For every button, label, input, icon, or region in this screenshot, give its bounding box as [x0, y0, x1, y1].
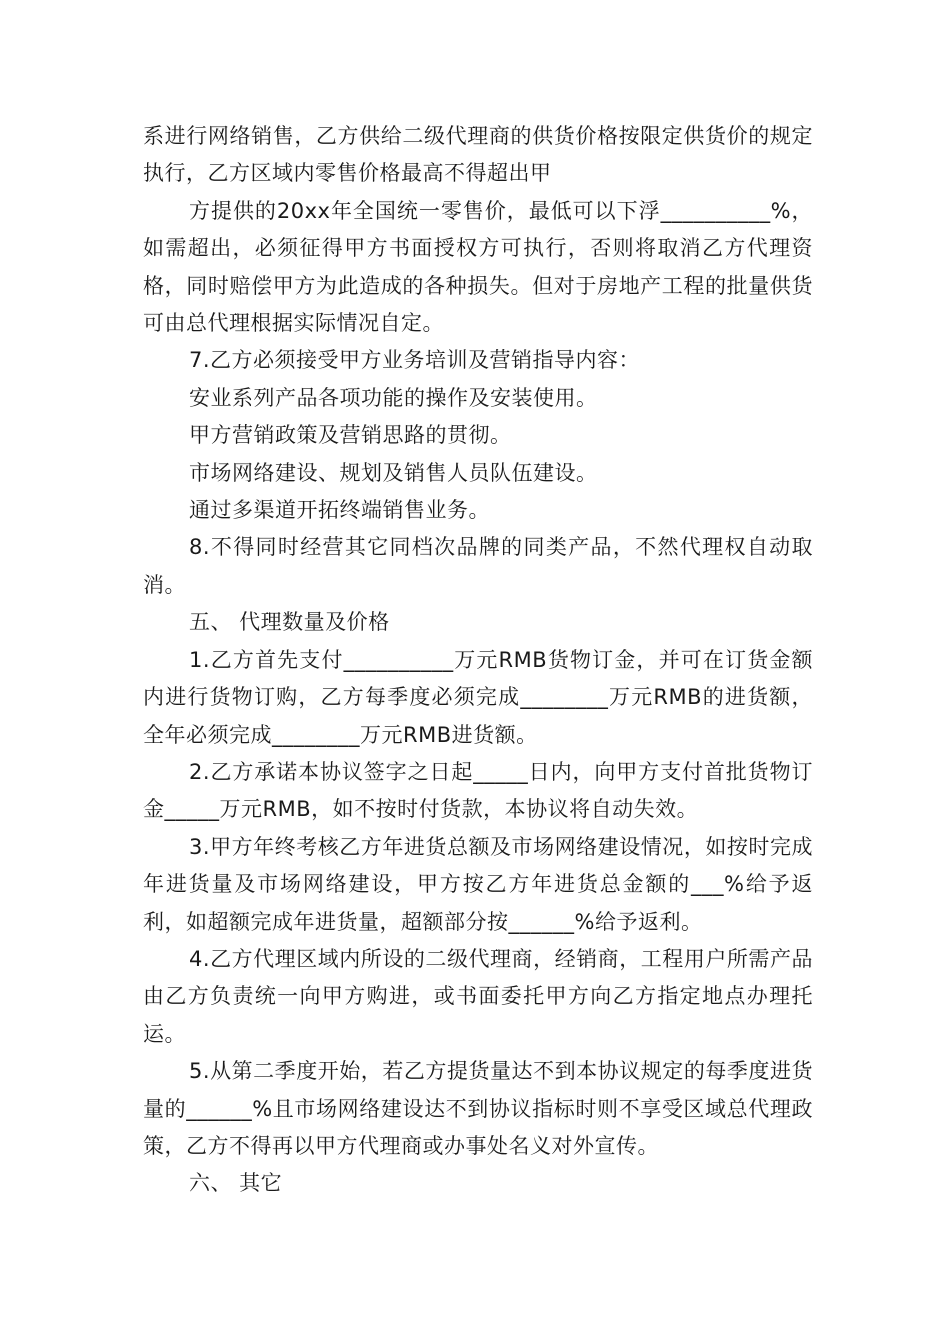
training-item-marketing-policy: 甲方营销政策及营销思路的贯彻。 [189, 423, 512, 448]
clause-7-training: 7.乙方必须接受甲方业务培训及营销指导内容： [189, 348, 641, 373]
clause-5-1-deposit: 1.乙方首先支付__________万元RMB货物订金，并可在订货金额内进行货物订购，乙方每季度必须完成________万元RMB的进货额，全年必须完成________万元RMB进货额。 [143, 647, 813, 747]
clause-8-exclusivity: 8.不得同时经营其它同档次品牌的同类产品，不然代理权自动取消。 [143, 535, 813, 597]
section-heading-5: 五、 代理数量及价格 [189, 610, 390, 635]
training-item-network-building: 市场网络建设、规划及销售人员队伍建设。 [189, 460, 598, 485]
paragraph-continuation: 系进行网络销售，乙方供给二级代理商的供货价格按限定供货价的规定执行，乙方区域内零售价格最高不得超出甲 [143, 124, 813, 186]
document-body [143, 118, 813, 1203]
clause-5-5-quarterly: 5.从第二季度开始，若乙方提货量达不到本协议规定的每季度进货量的______%且市场网络建设达不到协议指标时则不享受区域总代理政策，乙方不得再以甲方代理商或办事处名义对外宣传。 [143, 1059, 813, 1158]
training-item-multichannel-sales: 通过多渠道开拓终端销售业务。 [189, 498, 490, 523]
training-item-product-operation: 安业系列产品各项功能的操作及安装使用。 [189, 385, 598, 410]
paragraph-retail-price: 方提供的20xx年全国统一零售价，最低可以下浮__________%，如需超出，必须征得甲方书面授权方可执行，否则将取消乙方代理资格，同时赔偿甲方为此造成的各种损失。但对于房地产工程的批量供货可由总代理根据实际情况自定。 [143, 198, 813, 336]
clause-5-4-purchasing: 4.乙方代理区域内所设的二级代理商，经销商，工程用户所需产品由乙方负责统一向甲方购进，或书面委托甲方向乙方指定地点办理托运。 [143, 946, 813, 1046]
clause-5-2-payment: 2.乙方承诺本协议签字之日起_____日内，向甲方支付首批货物订金_____万元RMB，如不按时付货款，本协议将自动失效。 [143, 759, 813, 822]
section-heading-6: 六、 其它 [189, 1171, 283, 1196]
clause-5-3-rebate: 3.甲方年终考核乙方年进货总额及市场网络建设情况，如按时完成年进货量及市场网络建设，甲方按乙方年进货总金额的___%给予返利，如超额完成年进货量，超额部分按______%给予返利。 [143, 834, 813, 934]
